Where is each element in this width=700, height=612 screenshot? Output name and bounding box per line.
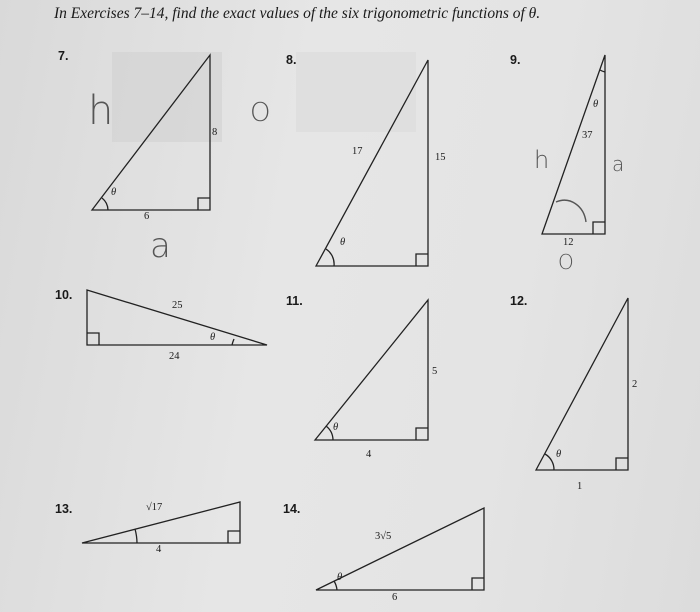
side-label: 17 bbox=[352, 146, 363, 157]
handwritten-o: O bbox=[250, 98, 271, 128]
theta-label: θ bbox=[340, 237, 346, 248]
angle-arc bbox=[232, 339, 234, 345]
exercise-number: 12. bbox=[510, 294, 528, 308]
handwritten-h: h bbox=[88, 88, 114, 134]
right-angle-marker bbox=[87, 333, 99, 345]
right-angle-marker bbox=[416, 254, 428, 266]
angle-arc bbox=[102, 198, 108, 210]
right-angle-marker bbox=[472, 578, 484, 590]
theta-label: θ bbox=[337, 572, 343, 583]
side-label: 37 bbox=[582, 130, 593, 141]
handwritten-a: a bbox=[150, 226, 171, 266]
angle-arc bbox=[600, 70, 605, 72]
right-angle-marker bbox=[593, 222, 605, 234]
theta-label: θ bbox=[593, 99, 599, 110]
handwritten-a: a bbox=[612, 152, 625, 176]
side-label: 12 bbox=[563, 237, 574, 248]
page-title: In Exercises 7–14, find the exact values of the six trigonometric functions of θ. bbox=[54, 5, 541, 22]
triangle-8 bbox=[316, 60, 428, 266]
side-label: 24 bbox=[169, 351, 180, 362]
side-label: 5 bbox=[432, 366, 438, 377]
angle-arc bbox=[135, 529, 137, 543]
side-label: 1 bbox=[577, 481, 583, 492]
side-label: √17 bbox=[146, 502, 163, 513]
exercise-number: 9. bbox=[510, 53, 521, 67]
right-angle-marker bbox=[416, 428, 428, 440]
side-label: 4 bbox=[156, 544, 162, 555]
theta-label: θ bbox=[111, 187, 117, 198]
triangle-11 bbox=[315, 300, 428, 440]
theta-label: θ bbox=[556, 449, 562, 460]
angle-arc bbox=[326, 249, 334, 266]
exercise-number: 10. bbox=[55, 288, 73, 302]
theta-label: θ bbox=[333, 422, 339, 433]
right-angle-marker bbox=[228, 531, 240, 543]
exercise-number: 7. bbox=[58, 49, 69, 63]
angle-arc bbox=[545, 454, 554, 470]
handwritten-o: O bbox=[558, 250, 574, 274]
exercise-number: 14. bbox=[283, 502, 301, 516]
right-angle-marker bbox=[616, 458, 628, 470]
exercise-number: 11. bbox=[286, 294, 303, 308]
side-label: 2 bbox=[632, 379, 638, 390]
right-angle-marker bbox=[198, 198, 210, 210]
triangle-12 bbox=[536, 298, 628, 470]
side-label: 25 bbox=[172, 300, 183, 311]
handwritten-bracket bbox=[556, 200, 586, 222]
triangle-10 bbox=[87, 290, 267, 345]
side-label: 3√5 bbox=[375, 531, 392, 542]
side-label: 6 bbox=[144, 211, 150, 222]
side-label: 15 bbox=[435, 152, 446, 163]
exercise-number: 8. bbox=[286, 53, 297, 67]
side-label: 4 bbox=[366, 449, 372, 460]
triangle-9 bbox=[542, 55, 605, 234]
side-label: 8 bbox=[212, 127, 218, 138]
exercise-number: 13. bbox=[55, 502, 73, 516]
theta-label: θ bbox=[210, 332, 216, 343]
side-label: 6 bbox=[392, 592, 398, 603]
handwritten-h: h bbox=[534, 146, 550, 174]
angle-arc bbox=[326, 426, 333, 440]
